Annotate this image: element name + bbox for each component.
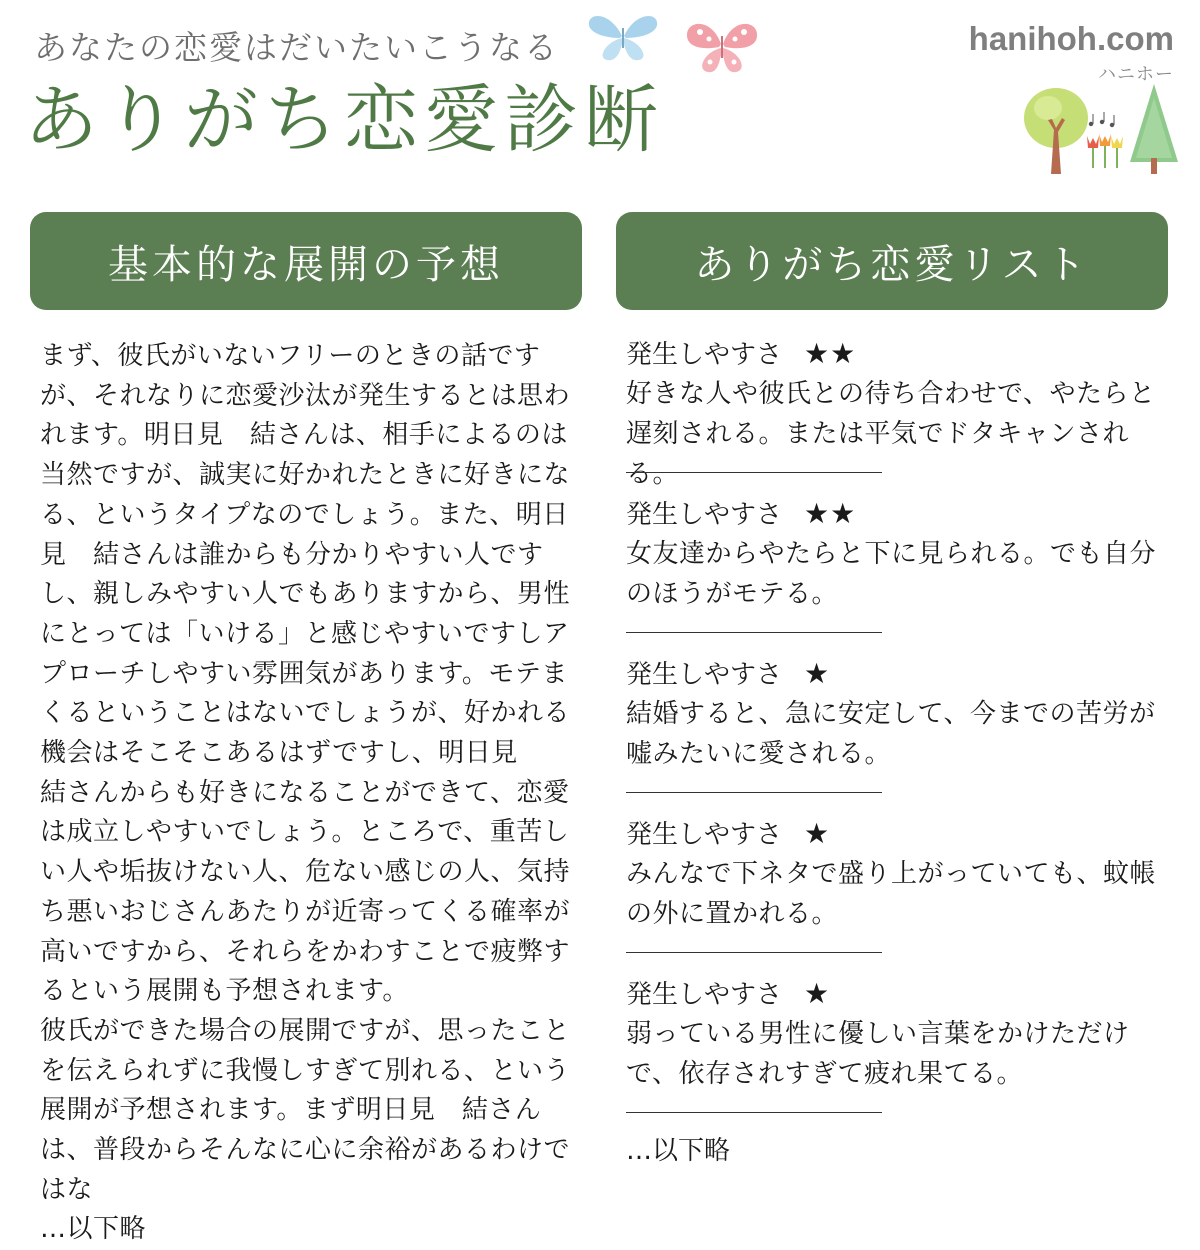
list-item xyxy=(626,494,1166,654)
frequency-label: 発生しやすさ xyxy=(626,500,783,530)
frequency-label: 発生しやすさ xyxy=(626,340,783,370)
more-label: …以下略 xyxy=(40,1214,147,1245)
list-item-text: 弱っている男性に優しい言葉をかけただけで、依存されすぎて疲れ果てる。 xyxy=(626,1019,1130,1089)
list-item-text: 女友達からやたらと下に見られる。でも自分のほうがモテる。 xyxy=(626,539,1157,609)
star-rating-icon: ★★ xyxy=(804,337,857,370)
frequency-label: 発生しやすさ xyxy=(626,820,783,850)
list-item-text: 好きな人や彼氏との待ち合わせで、やたらと遅刻される。または平気でドタキャンされる。 xyxy=(626,379,1156,489)
frequency-label: 発生しやすさ xyxy=(626,660,783,690)
paragraph-with-boyfriend: 彼氏ができた場合の展開ですが、思ったことを伝えられずに我慢しすぎて別れる、という展開が予想されます。まず明日見 結さんは、普段からそんなに心に余裕があるわけではな xyxy=(40,1015,571,1205)
list-item-text: みんなで下ネタで盛り上がっていても、蚊帳の外に置かれる。 xyxy=(626,859,1157,929)
common-love-list xyxy=(626,334,1166,1171)
scenery-illustration xyxy=(1018,78,1178,178)
star-rating-icon: ★ xyxy=(804,977,831,1010)
list-item xyxy=(626,334,1166,494)
music-note-icon xyxy=(1089,112,1115,127)
pine-tree-icon xyxy=(1130,84,1178,174)
star-rating-icon: ★ xyxy=(804,817,831,850)
list-item-text: 結婚すると、急に安定して、今までの苦労が嘘みたいに愛される。 xyxy=(626,699,1156,769)
list-item xyxy=(626,814,1166,974)
divider xyxy=(626,632,882,633)
brand-sub: ハニホー xyxy=(1098,64,1174,85)
more-label: …以下略 xyxy=(626,1136,731,1166)
section-heading-common-list: ありがち恋愛リスト xyxy=(616,212,1168,310)
blue-butterfly-icon xyxy=(585,8,661,64)
star-rating-icon: ★★ xyxy=(804,497,857,530)
divider xyxy=(626,952,882,953)
frequency-label: 発生しやすさ xyxy=(626,980,783,1010)
page-title: ありがち恋愛診断 xyxy=(24,77,664,163)
pink-butterfly-icon xyxy=(682,14,762,76)
section-heading-expectations: 基本的な展開の予想 xyxy=(30,212,582,310)
tagline: あなたの恋愛はだいたいこうなる xyxy=(34,28,559,67)
expectations-text xyxy=(40,337,570,1250)
paragraph-free: まず、彼氏がいないフリーのときの話ですが、それなりに恋愛沙汰が発生するとは思われます。明日見 結さんは、相手によるのは当然ですが、誠実に好かれたときに好きになる、というタイプなのでしょう。また、明日見 結さんは誰からも分かりやすい人ですし、親しみやすい人でもありますから、男性にとっては「いける」と感じやすいですしアプローチしやすい雰囲気があります。モテまくるということはないでしょうが、好かれる機会はそこそこあるはずですし、明日見 結さんからも好きになることができて、恋愛は成立しやすいでしょう。ところで、重苦しい人や垢抜けない人、危ない感じの人、気持ち悪いおじさんあたりが近寄ってくる確率が高いですから、それらをかわすことで疲弊するという展開も予想されます。 xyxy=(40,341,571,1007)
divider xyxy=(626,472,882,473)
list-item xyxy=(626,654,1166,814)
divider xyxy=(626,792,882,793)
round-tree-icon xyxy=(1024,88,1088,174)
brand-site: hanihoh.com xyxy=(968,20,1174,57)
tulips-icon xyxy=(1087,134,1123,168)
divider xyxy=(626,1112,882,1113)
list-item xyxy=(626,974,1166,1134)
star-rating-icon: ★ xyxy=(804,657,831,690)
